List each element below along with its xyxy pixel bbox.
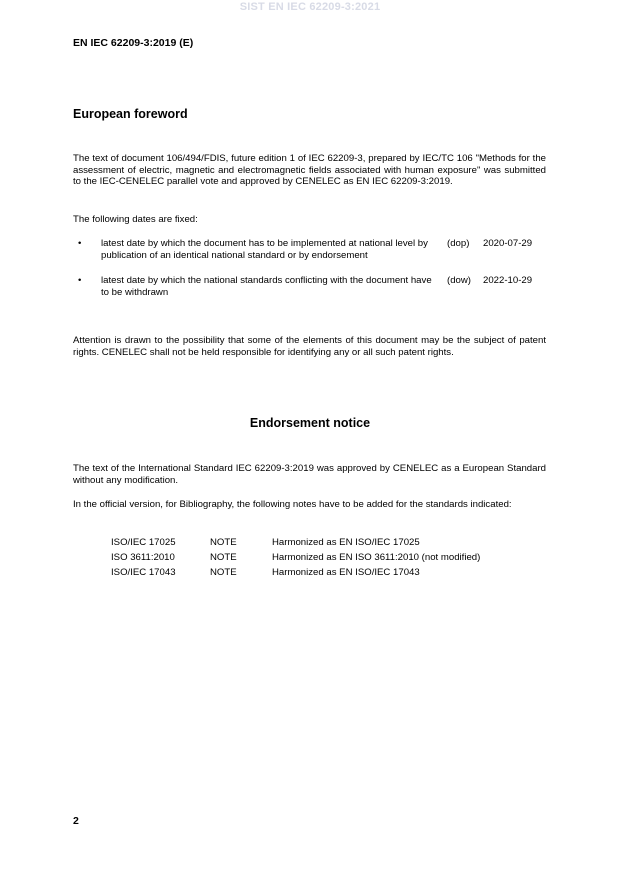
endorsement-heading: Endorsement notice [249,416,371,430]
date-item-value: 2020-07-29 [483,238,533,249]
endorsement-paragraph: The text of the International Standard IEC 62209-3:2019 was approved by CENELEC as a European Standard without any modification. [73,463,546,486]
date-item-text: latest date by which the national standards conflicting with the document have to be withdrawn [101,275,432,298]
bullet-icon: • [78,275,82,286]
note-label-cell: NOTE [210,537,237,548]
note-label-cell: NOTE [210,552,237,563]
patent-attention-paragraph: Attention is drawn to the possibility that some of the elements of this document may be the subject of patent rights. CENELEC shall not be held responsible for identifying any or all such patent rights. [73,335,546,358]
date-item-dow [73,275,546,299]
foreword-intro-paragraph: The text of document 106/494/FDIS, future edition 1 of IEC 62209-3, prepared by IEC/TC 106 "Methods for the assessment of electric, magnetic and electromagnetic fields associated with human exposure" was submitted to the IEC-CENELEC parallel vote and approved by CENELEC as EN IEC 62209-3:2019. [73,153,546,188]
harmonized-cell: Harmonized as EN ISO/IEC 17043 [272,567,420,578]
watermark: SIST EN IEC 62209-3:2021 [239,1,381,13]
dates-intro-paragraph: The following dates are fixed: [73,214,198,225]
document-id-header: EN IEC 62209-3:2019 (E) [73,37,194,49]
foreword-heading: European foreword [73,107,188,121]
date-item-code: (dow) [447,275,471,286]
harmonized-cell: Harmonized as EN ISO 3611:2010 (not modified) [272,552,481,563]
standard-cell: ISO/IEC 17025 [111,537,176,548]
date-item-dop [73,238,546,262]
date-item-text: latest date by which the document has to be implemented at national level by publication of an identical national standard or by endorsement [101,238,428,261]
bibliography-notes-intro: In the official version, for Bibliography, the following notes have to be added for the standards indicated: [73,499,512,510]
standard-cell: ISO/IEC 17043 [111,567,176,578]
standard-cell: ISO 3611:2010 [111,552,175,563]
bullet-icon: • [78,238,82,249]
note-label-cell: NOTE [210,567,237,578]
page-number: 2 [73,815,79,827]
date-item-value: 2022-10-29 [483,275,533,286]
date-item-code: (dop) [447,238,470,249]
harmonized-cell: Harmonized as EN ISO/IEC 17025 [272,537,420,548]
